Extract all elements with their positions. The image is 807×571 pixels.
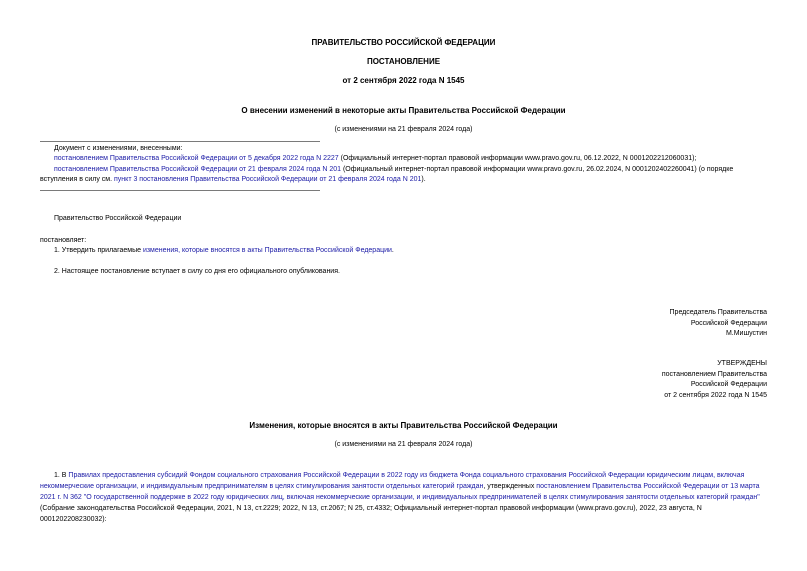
amendment-cont-text: вступления в силу см.: [40, 176, 115, 183]
changes-p1-end: (Собрание законодательства Российской Федерации, 2021, N 13, ст.2229; 2022, N 13, ст.2067; N 25, ст.4332; Официальный интернет-портал правовой информации (www.pravo.gov.ru), 2022, 23 августа, N 0001202208230032):: [40, 505, 702, 523]
approved-line-1: УТВЕРЖДЕНЫ: [717, 360, 767, 367]
signature-line-3: М.Мишустин: [725, 330, 767, 337]
government-heading: ПРАВИТЕЛЬСТВО РОССИЙСКОЙ ФЕДЕРАЦИИ: [311, 38, 496, 47]
amendment-item-2: [54, 166, 733, 173]
amendments-intro: Документ с изменениями, внесенными:: [54, 145, 183, 152]
resolves-label: постановляет:: [40, 237, 87, 244]
doc-title: О внесении изменений в некоторые акты Правительства Российской Федерации: [241, 106, 566, 115]
paragraph-1: [54, 247, 394, 254]
doc-type-heading: ПОСТАНОВЛЕНИЕ: [366, 57, 441, 66]
signature-line-2: Российской Федерации: [690, 319, 767, 327]
divider-top: [40, 141, 320, 142]
approved-line-2: постановлением Правительства: [661, 370, 767, 378]
changes-title: Изменения, которые вносятся в акты Правительства Российской Федерации: [249, 421, 558, 430]
signature-line-1: Председатель Правительства: [669, 309, 767, 316]
changes-paragraph-1: [40, 470, 770, 525]
amendment-link-2[interactable]: постановлением Правительства Российской Федерации от 21 февраля 2024 года N 201: [54, 166, 341, 173]
divider-bottom: [40, 190, 320, 191]
paragraph-2: 2. Настоящее постановление вступает в силу со дня его официального опубликования.: [54, 268, 340, 275]
amendment-link-1[interactable]: постановлением Правительства Российской Федерации от 5 декабря 2022 года N 2227: [54, 155, 339, 162]
changes-p1-start: 1. В: [54, 472, 69, 479]
amendment-item-1: [54, 155, 696, 162]
amendment-text-1: (Официальный интернет-портал правовой информации www.pravo.gov.ru, 06.12.2022, N 0001202212060031);: [338, 155, 697, 162]
approved-line-4: от 2 сентября 2022 года N 1545: [664, 391, 767, 399]
government-rf: Правительство Российской Федерации: [54, 215, 182, 222]
rules-link[interactable]: Правилах предоставления субсидий Фондом социального страхования Российской Федерации в 2022 году из бюджета Фонда социального страхования Российской Федерации юридическим лицам, включая некоммерческие организации, и индивидуальным предпринимателям в целях стимулирования занятости отдельных категорий граждан: [40, 472, 745, 490]
amendment-cont-link[interactable]: пункт 3 постановления Правительства Российской Федерации от 21 февраля 2024 года N 201: [114, 176, 422, 183]
amendment-item-2-cont: [40, 176, 426, 183]
paragraph-1-text: 1. Утвердить прилагаемые: [54, 247, 143, 254]
changes-revision-note: (с изменениями на 21 февраля 2024 года): [334, 441, 473, 448]
doc-date-number: от 2 сентября 2022 года N 1545: [342, 76, 465, 85]
amendment-text-2: (Официальный интернет-портал правовой информации www.pravo.gov.ru, 26.02.2024, N 0001202402260041) (о порядке: [341, 166, 734, 173]
paragraph-1-end: .: [391, 247, 394, 254]
resolution-362-link[interactable]: постановлением Правительства Российской Федерации от 13 марта 2021 г. N 362 "О государственной поддержке в 2022 году юридических лиц, включая некоммерческие организации, и индивидуальных предпринимателей в целях стимулирования занятости отдельных категорий граждан": [40, 483, 760, 501]
approved-line-3: Российской Федерации: [690, 381, 767, 388]
revision-note: (с изменениями на 21 февраля 2024 года): [334, 126, 473, 133]
changes-p1-mid: , утвержденных: [483, 483, 537, 490]
amendment-cont-end: ).: [421, 176, 426, 183]
signature-block: [670, 308, 767, 340]
changes-link[interactable]: изменения, которые вносятся в акты Правительства Российской Федерации: [142, 247, 392, 254]
approved-block: [662, 359, 767, 401]
